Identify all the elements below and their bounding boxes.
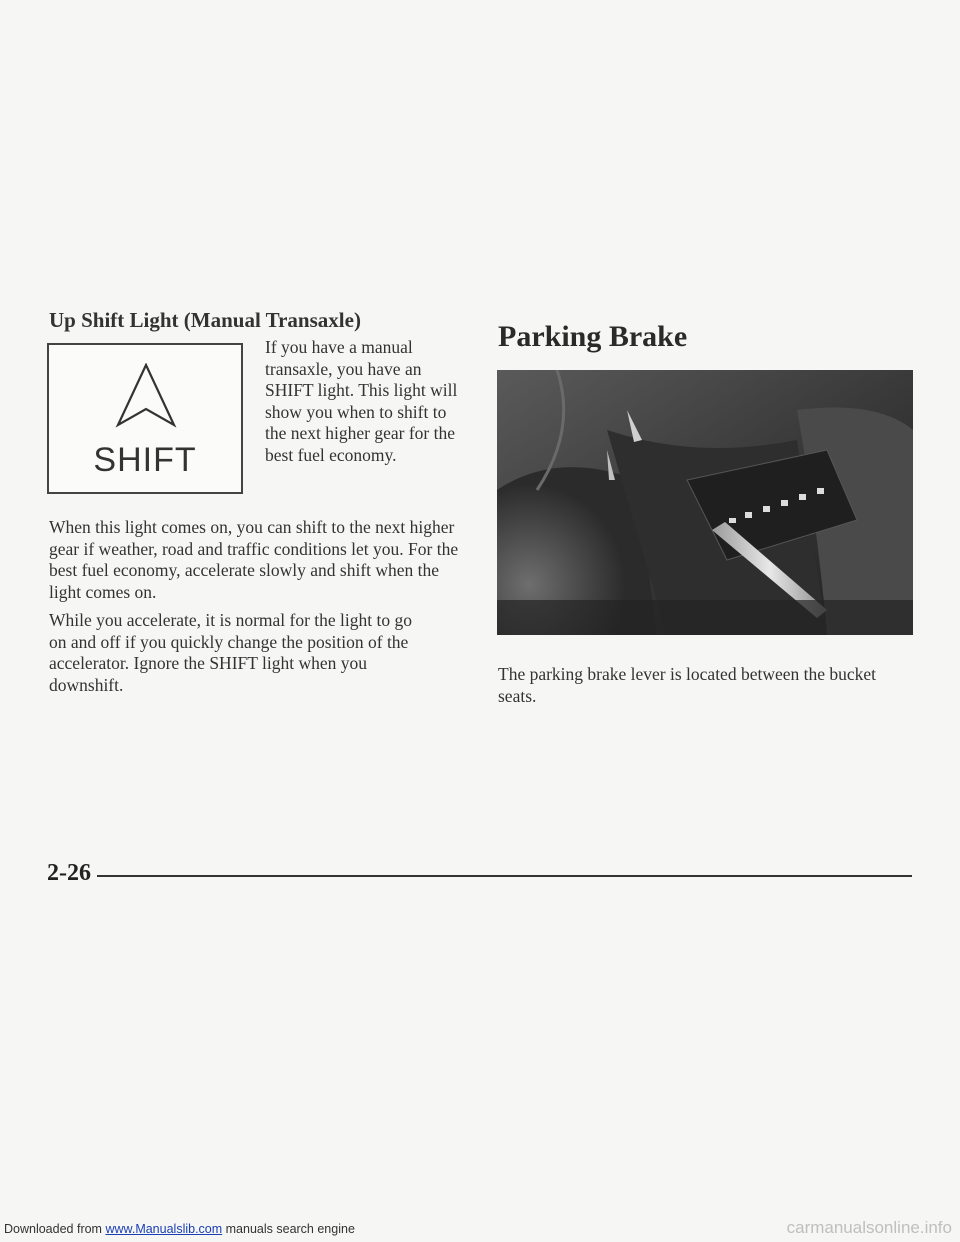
footer-prefix: Downloaded from [4, 1222, 106, 1236]
parking-brake-caption: The parking brake lever is located between the bucket seats. [498, 664, 877, 706]
console-photo-illustration [497, 370, 913, 635]
upshift-arrow-icon [115, 363, 177, 433]
section-heading-upshift: Up Shift Light (Manual Transaxle) [49, 308, 361, 332]
upshift-paragraph-1: When this light comes on, you can shift to the next higher gear if weather, road and traffic conditions let you. For the best fuel economy, accelerate slowly and shift when the light comes on. [49, 517, 459, 602]
download-footer [4, 1222, 355, 1236]
manualslib-link[interactable]: www.Manualslib.com [105, 1222, 223, 1236]
footer-suffix: manuals search engine [222, 1222, 355, 1236]
shift-indicator-label: SHIFT [93, 441, 197, 479]
watermark: carmanualsonline.info [786, 1218, 952, 1237]
upshift-intro-text: If you have a manual transaxle, you have an SHIFT light. This light will show you when to shift to the next higher gear for the best fuel economy. [265, 337, 458, 465]
section-heading-parking-brake: Parking Brake [498, 320, 688, 353]
parking-brake-photo [497, 370, 913, 635]
upshift-paragraph-2: While you accelerate, it is normal for the light to go on and off if you quickly change the position of the accelerator. Ignore the SHIFT light when you downshift. [49, 610, 413, 695]
footer-rule [97, 875, 912, 877]
shift-indicator-symbol [47, 343, 243, 494]
page-number: 2-26 [47, 860, 91, 886]
